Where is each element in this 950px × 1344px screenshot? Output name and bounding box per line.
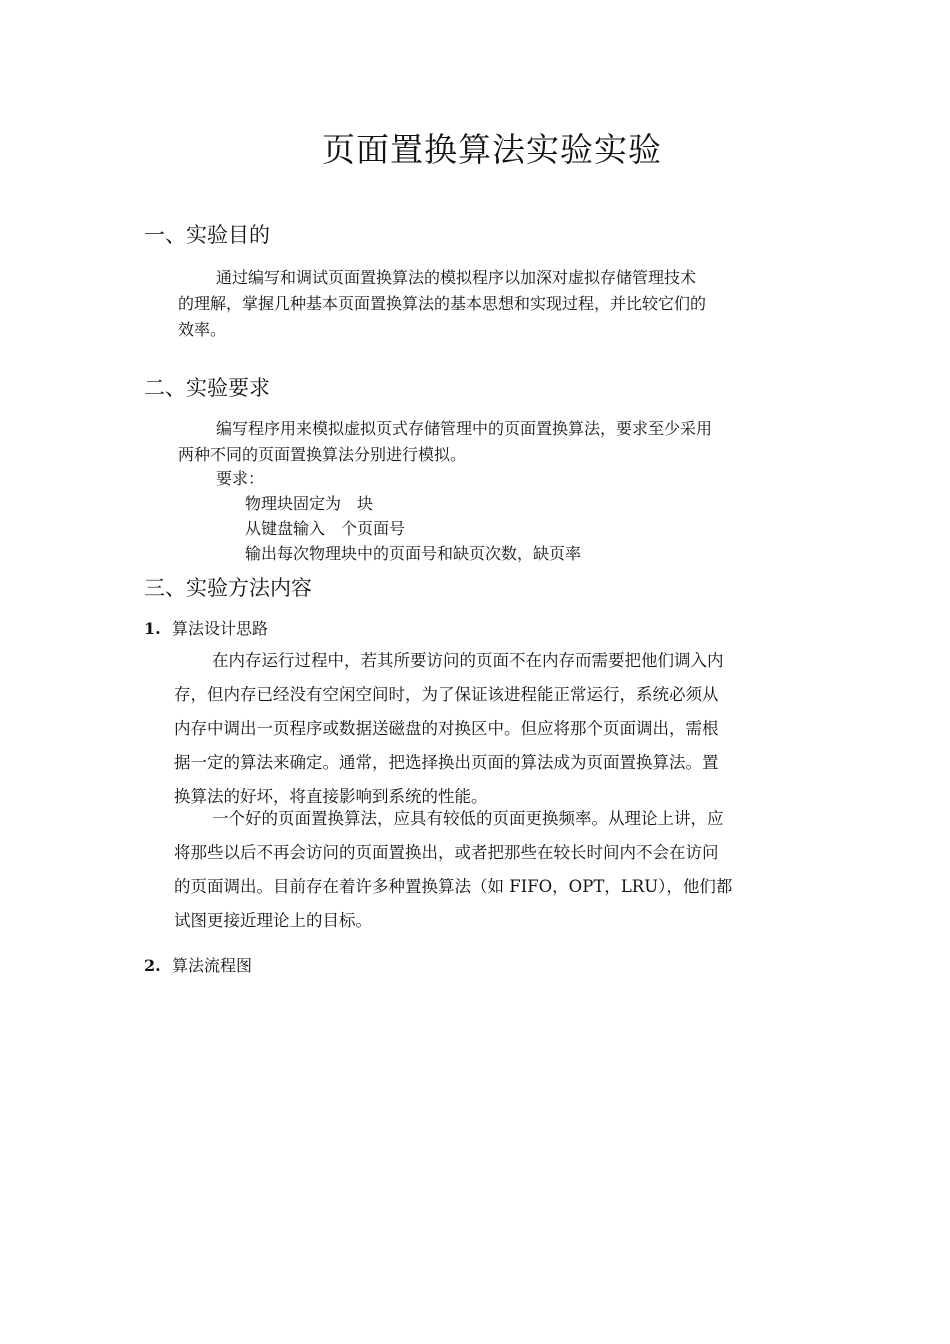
paragraph-line: 效率。 (178, 320, 227, 339)
paragraph-line: 的理解，掌握几种基本页面置换算法的基本思想和实现过程，并比较它们的 (178, 294, 707, 313)
item-heading-design (144, 616, 268, 642)
paragraph-line: 据一定的算法来确定。通常，把选择换出页面的算法成为页面置换算法。置 (174, 753, 719, 772)
requirement-item: 物理块固定为 块 (245, 494, 374, 513)
item-title: 算法设计思路 (172, 619, 269, 638)
section-purpose-paragraph (178, 265, 808, 343)
paragraph-line: 将那些以后不再会访问的页面置换出，或者把那些在较长时间内不会在访问 (174, 843, 719, 862)
requirement-item: 从键盘输入 个页面号 (245, 519, 406, 538)
paragraph-line: 存，但内存已经没有空闲空间时，为了保证该进程能正常运行，系统必须从 (174, 685, 719, 704)
requirements-label: 要求： (216, 469, 265, 488)
paragraph-line: 在内存运行过程中，若其所要访问的页面不在内存而需要把他们调入内 (212, 651, 724, 670)
document-title: 页面置换算法实验实验 (322, 130, 662, 169)
paragraph-line: 换算法的好坏，将直接影响到系统的性能。 (174, 787, 488, 806)
paragraph-line: 的页面调出。目前存在着许多种置换算法（如 FIFO，OPT，LRU），他们都 (174, 877, 733, 896)
paragraph-line: 两种不同的页面置换算法分别进行模拟。 (178, 445, 467, 464)
item-heading-flowchart (144, 953, 252, 979)
paragraph-line: 一个好的页面置换算法，应具有较低的页面更换频率。从理论上讲，应 (212, 809, 724, 828)
item-title: 算法流程图 (172, 956, 253, 975)
paragraph-line: 通过编写和调试页面置换算法的模拟程序以加深对虚拟存储管理技术 (216, 268, 697, 287)
section-requirements-paragraph (178, 416, 808, 468)
design-paragraph-1 (174, 644, 808, 814)
requirement-item: 输出每次物理块中的页面号和缺页次数，缺页率 (245, 544, 582, 563)
paragraph-line: 编写程序用来模拟虚拟页式存储管理中的页面置换算法，要求至少采用 (216, 419, 713, 438)
item-number: 2. (144, 956, 161, 975)
design-paragraph-2 (174, 802, 808, 938)
section-heading-method: 三、实验方法内容 (144, 576, 312, 600)
section-heading-purpose: 一、实验目的 (144, 223, 270, 247)
item-number: 1. (144, 619, 161, 638)
section-heading-requirements: 二、实验要求 (144, 376, 270, 400)
paragraph-line: 试图更接近理论上的目标。 (174, 911, 372, 930)
paragraph-line: 内存中调出一页程序或数据送磁盘的对换区中。但应将那个页面调出，需根 (174, 719, 719, 738)
